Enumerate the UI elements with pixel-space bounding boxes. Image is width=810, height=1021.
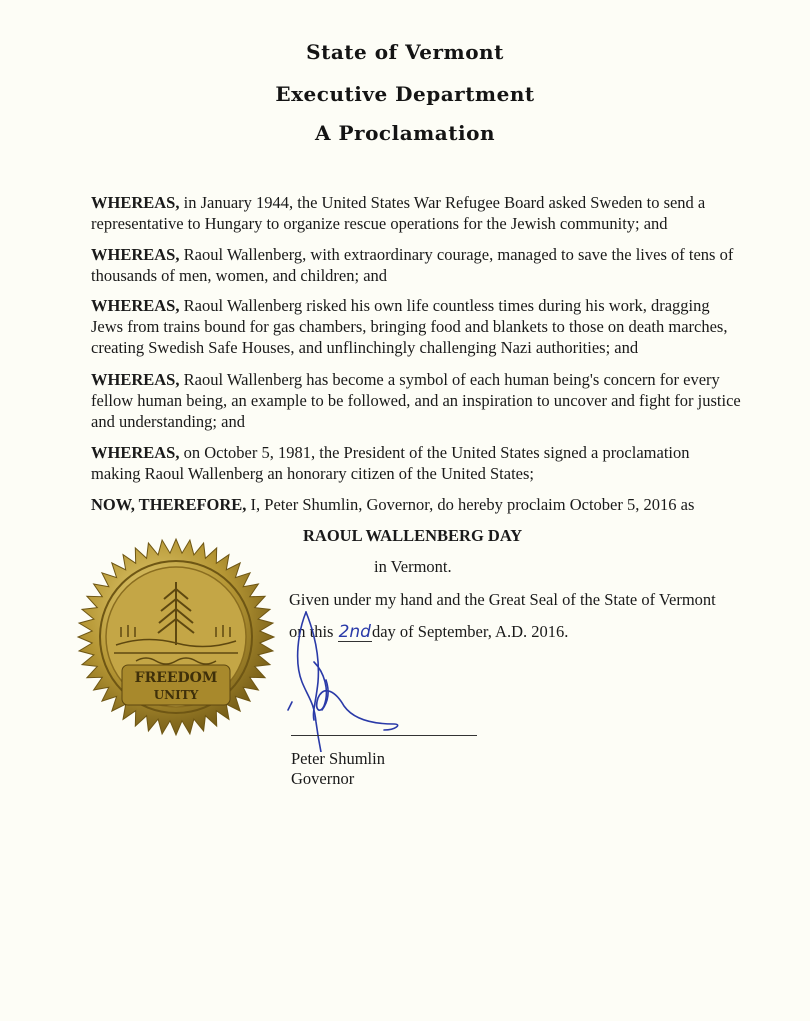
header-proclamation: A Proclamation <box>315 121 495 145</box>
paragraph-lead: WHEREAS, <box>91 443 180 462</box>
signer-title: Governor <box>291 769 355 788</box>
location-text: in Vermont. <box>374 557 452 576</box>
paragraph-lead: WHEREAS, <box>91 193 180 212</box>
handwritten-day: 2nd <box>338 622 371 642</box>
paragraph-whereas-3 <box>91 295 741 358</box>
paragraph-text: in January 1944, the United States War Refugee Board asked Sweden to send a representative to Hungary to organize rescue operations for the Jewish community; and <box>91 193 706 233</box>
paragraph-text: Raoul Wallenberg risked his own life countless times during his work, dragging Jews from trains bound for gas chambers, bringing food and blankets to those on death marches, creating Swedish Safe Houses, and unflinchingly challenging Nazi authorities; and <box>91 296 728 357</box>
governor-signature-icon <box>284 602 424 752</box>
paragraph-text: Raoul Wallenberg has become a symbol of each human being's concern for every fellow human being, an example to be followed, and an inspiration to uncover and fight for justice and understanding; and <box>91 370 741 431</box>
paragraph-whereas-1 <box>91 192 741 234</box>
great-seal-icon <box>76 537 276 737</box>
paragraph-whereas-5 <box>91 442 741 484</box>
signer-name: Peter Shumlin <box>291 749 385 768</box>
day-title: RAOUL WALLENBERG DAY <box>303 526 523 545</box>
date-suffix: day of September, A.D. 2016. <box>371 622 569 641</box>
seal-motto-freedom: FREEDOM <box>134 670 218 686</box>
paragraph-now-therefore <box>91 494 741 515</box>
paragraph-lead: NOW, THEREFORE, <box>91 495 247 514</box>
paragraph-text: Raoul Wallenberg, with extraordinary courage, managed to save the lives of tens of thousands of men, women, and children; and <box>91 245 734 285</box>
paragraph-whereas-4 <box>91 369 741 432</box>
paragraph-lead: WHEREAS, <box>91 245 180 264</box>
seal-motto-unity: UNITY <box>153 688 199 702</box>
header-state: State of Vermont <box>306 40 504 64</box>
paragraph-lead: WHEREAS, <box>91 370 180 389</box>
signature-line <box>291 735 477 736</box>
header-department: Executive Department <box>275 82 535 106</box>
given-line: Given under my hand and the Great Seal of the State of Vermont <box>289 590 716 609</box>
paragraph-text: I, Peter Shumlin, Governor, do hereby proclaim October 5, 2016 as <box>246 495 695 514</box>
paragraph-whereas-2 <box>91 244 741 286</box>
paragraph-text: on October 5, 1981, the President of the United States signed a proclamation making Raoul Wallenberg an honorary citizen of the United States; <box>91 443 690 483</box>
paragraph-lead: WHEREAS, <box>91 296 180 315</box>
date-prefix: on this <box>289 622 338 641</box>
